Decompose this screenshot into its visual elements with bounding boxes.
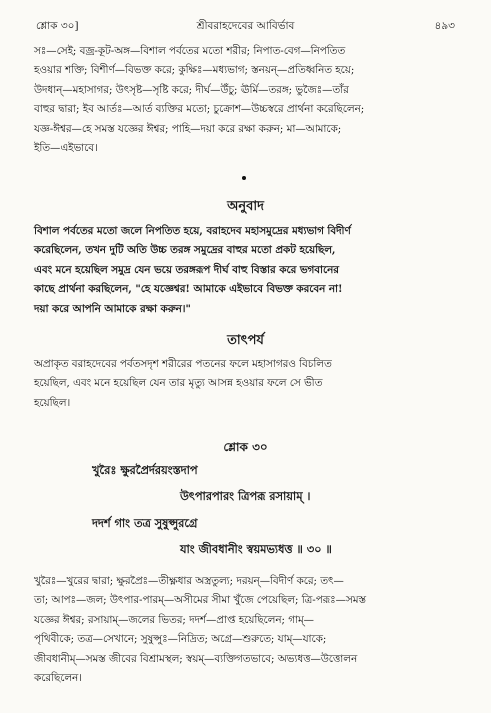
translation-line: কাছে প্রার্থনা করছিলেন, "হে যজ্ঞেশ্বর! আমাকে এইভাবে বিভক্ত করবেন না! xyxy=(34,283,343,296)
translation-line: করেছিলেন, তখন দুটি অতি উচ্চ তরঙ্গ সমুদ্রের বাহুর মতো প্রকট হয়েছিল, xyxy=(34,244,336,257)
verse-line-3: দদর্শ গাং তত্র সুষুপ্সুরগ্রে xyxy=(92,516,198,530)
purport-block xyxy=(34,355,457,413)
synonyms-line: পৃথিবীকে; তত্র—সেখানে; সুষুপ্সুঃ—নিদ্রিত; অগ্রে—শুরুতে; যাম্—যাকে; xyxy=(34,633,327,646)
ornament-dot xyxy=(242,176,246,180)
purport-line: হয়েছিল। xyxy=(34,396,71,409)
synonyms-line: খুরৈঃ—খুরের দ্বারা; ক্ষুরপ্রৈঃ—তীক্ষ্ণধার অস্ত্রতুল্য; দরয়ন্—বিদীর্ণ করে; তৎ— xyxy=(34,575,344,587)
translation-line: এবং মনে হয়েছিল সমুদ্র যেন ভয়ে তরঙ্গরূপ দীর্ঘ বাহু বিস্তার করে ভগবানের xyxy=(34,263,339,276)
translation-block xyxy=(34,222,457,319)
translation-line: বিশাল পর্বতের মতো জলে নিপতিত হয়ে, বরাহদেব মহাসমুদ্রের মধ্যভাগ বিদীর্ণ xyxy=(34,225,351,237)
verse-line-2: উৎপারপারং ত্রিপরূ রসায়াম্ । xyxy=(180,489,311,503)
synonyms-line: যজ্ঞের ঈশ্বর; রসায়াম্—জলের ভিতর; দদর্শ—প্রাপ্ত হয়েছিলেন; গাম্— xyxy=(34,613,314,626)
purport-heading: তাৎপর্য xyxy=(227,333,264,348)
synonyms-line: উদধান্—মহাসাগর; উৎসৃষ্ট—সৃষ্টি করে; দীর্ঘ—উঁচু; ঊর্মি—তরঙ্গ; ভুজৈঃ—তাঁর xyxy=(34,83,349,96)
header-page-number: ৪৯৩ xyxy=(434,20,455,32)
synonyms-top-block xyxy=(34,42,457,158)
synonyms-line: হওয়ার শক্তি; বিশীর্ণ—বিভক্ত করে; কুক্ষিঃ—মধ্যভাগ; স্তনয়ন্—প্রতিধ্বনিত হয়ে; xyxy=(34,64,355,77)
verse-line-4: যাং জীবধানীং স্বয়মভ্যধত্ত ॥ ৩০ ॥ xyxy=(180,542,332,556)
synonyms-line: বাহুর দ্বারা; ইব আর্তঃ—আর্ত ব্যক্তির মতো; চুক্রোশ—উচ্চস্বরে প্রার্থনা করেছিলেন; xyxy=(34,103,365,116)
translation-line: দয়া করে আপনি আমাকে রক্ষা করুন।" xyxy=(34,302,191,315)
synonyms-bottom-block xyxy=(34,572,457,688)
verse-heading: শ্লোক ৩০ xyxy=(223,440,268,454)
header-verse-ref: শ্লোক ৩০] xyxy=(36,20,79,32)
synonyms-line: তা; আপঃ—জল; উৎপার-পারম্—অসীমের সীমা খুঁজে পেয়েছিল; ত্রি-পরূঃ—সমস্ত xyxy=(34,594,366,607)
synonyms-line: করেছিলেন। xyxy=(34,672,82,685)
synonyms-line: জীবধানীম্—সমস্ত জীবের বিশ্রামস্থল; স্বয়ম্—ব্যক্তিগতভাবে; অভ্যধত্ত—উত্তোলন xyxy=(34,652,358,665)
purport-line: অপ্রাকৃত বরাহদেবের পর্বতসদৃশ শরীরের পতনের ফলে মহাসাগরও বিচলিত xyxy=(34,358,332,370)
translation-heading: অনুবাদ xyxy=(227,199,264,214)
purport-line: হয়েছিল, এবং মনে হয়েছিল যেন তার মৃত্যু আসন্ন হওয়ার ফলে সে ভীত xyxy=(34,377,323,390)
synonyms-line: ইতি—এইভাবে। xyxy=(34,142,98,155)
verse-line-1: খুরৈঃ ক্ষুরপ্রৈর্দরয়ংস্তদাপ xyxy=(92,463,198,477)
page-header xyxy=(36,17,455,35)
synonyms-line: যজ্ঞ-ঈশ্বর—হে সমস্ত যজ্ঞের ঈশ্বর; পাহি—দয়া করে রক্ষা করুন; মা—আমাকে; xyxy=(34,122,342,135)
header-chapter-title: শ্রীবরাহদেবের আবির্ভাব xyxy=(196,20,295,32)
synonyms-line: সঃ—সেই; বজ্র-কূট-অঙ্গ—বিশাল পর্বতের মতো শরীর; নিপাত-বেগ—নিপতিত xyxy=(34,45,346,57)
